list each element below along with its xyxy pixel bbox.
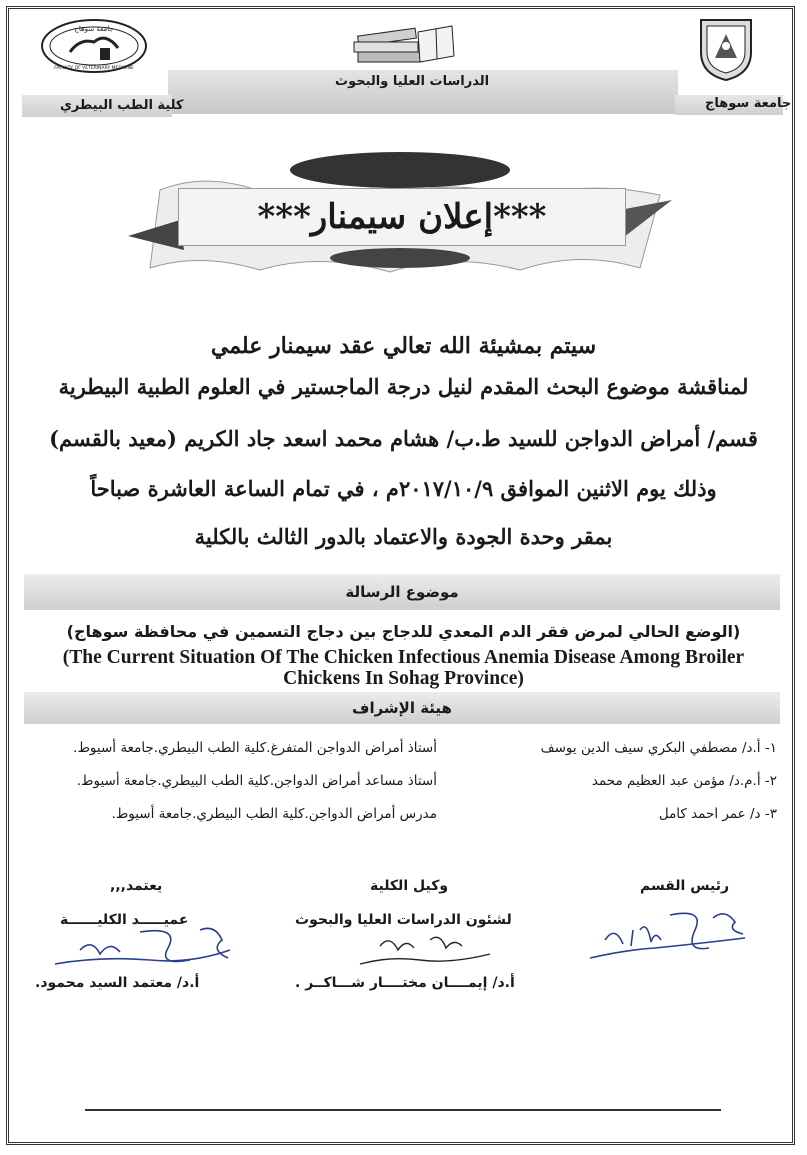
supervisor-title: مدرس أمراض الدواجن.كلية الطب البيطري.جامعة أسيوط. — [111, 806, 437, 822]
announcement-line-2: لمناقشة موضوع البحث المقدم لنيل درجة الماجستير في العلوم الطبية البيطرية — [58, 374, 749, 399]
university-label: جامعة سوهاج — [705, 96, 792, 111]
faculty-label: كلية الطب البيطري — [60, 98, 184, 113]
dean-name: أ.د/ معتمد السيد محمود. — [35, 975, 200, 991]
announcement-line-4: وذلك يوم الاثنين الموافق ٢٠١٧/١٠/٩م ، في تمام الساعة العاشرة صباحاً — [90, 476, 717, 501]
vice-dean-role: لشئون الدراسات العليا والبحوث — [295, 912, 512, 928]
banner-box — [178, 188, 626, 246]
supervisor-row — [30, 806, 777, 828]
dean-label: عميـــــد الكليــــــة — [60, 912, 189, 928]
thesis-title-en: (The Current Situation Of The Chicken Infectious Anemia Disease Among Broiler Chickens In Sohag Province) — [62, 647, 745, 689]
banner-title: ***إعلان سيمنار*** — [257, 197, 547, 237]
announcement-line-1: سيتم بمشيئة الله تعالي عقد سيمنار علمي — [210, 333, 597, 359]
bottom-divider — [85, 1109, 721, 1111]
dean-signature — [50, 920, 240, 980]
faculty-logo-icon — [40, 18, 148, 74]
books-icon — [348, 22, 460, 68]
announcement-line-5: بمقر وحدة الجودة والاعتماد بالدور الثالث بالكلية — [194, 524, 613, 549]
supervisor-title: أستاذ مساعد أمراض الدواجن.كلية الطب البيطري.جامعة أسيوط. — [76, 773, 437, 789]
vice-dean-name: أ.د/ إيمــــان مختــــار شـــاكــر . — [295, 975, 515, 991]
head-of-dept-signature — [585, 900, 755, 970]
logo-text: جامعة سوهاج — [74, 25, 114, 33]
supervisor-row — [30, 773, 777, 795]
supervision-heading-bar — [24, 692, 780, 724]
thesis-heading: موضوع الرسالة — [345, 583, 459, 601]
supervisor-name: ٢- أ.م.د/ مؤمن عبد العظيم محمد — [591, 773, 777, 789]
supervisor-title: أستاذ أمراض الدواجن المتفرغ.كلية الطب البيطري.جامعة أسيوط. — [73, 740, 437, 756]
thesis-title-ar: (الوضع الحالي لمرض فقر الدم المعدي للدجاج بين دجاج التسمين في محافظة سوهاج) — [66, 622, 741, 641]
department-label: الدراسات العليا والبحوث — [335, 74, 490, 89]
supervisor-name: ١- أ.د/ مصطفي البكري سيف الدين يوسف — [540, 740, 777, 756]
logo-subtext: FACULTY OF VETERINARY MEDICINE — [54, 66, 134, 71]
supervisor-name: ٣- د/ عمر احمد كامل — [658, 806, 777, 822]
supervisor-row — [30, 740, 777, 762]
announcement-line-3: قسم/ أمراض الدواجن للسيد ط.ب/ هشام محمد اسعد جاد الكريم (معيد بالقسم) — [49, 426, 758, 451]
vice-dean-signature — [350, 926, 500, 976]
approval-label: يعتمد,,, — [110, 878, 163, 894]
head-of-dept-label: رئيس القسم — [640, 878, 730, 894]
university-logo-icon — [695, 16, 757, 82]
supervision-heading: هيئة الإشراف — [352, 699, 452, 717]
thesis-heading-bar — [24, 574, 780, 610]
vice-dean-label: وكيل الكلية — [370, 878, 449, 894]
